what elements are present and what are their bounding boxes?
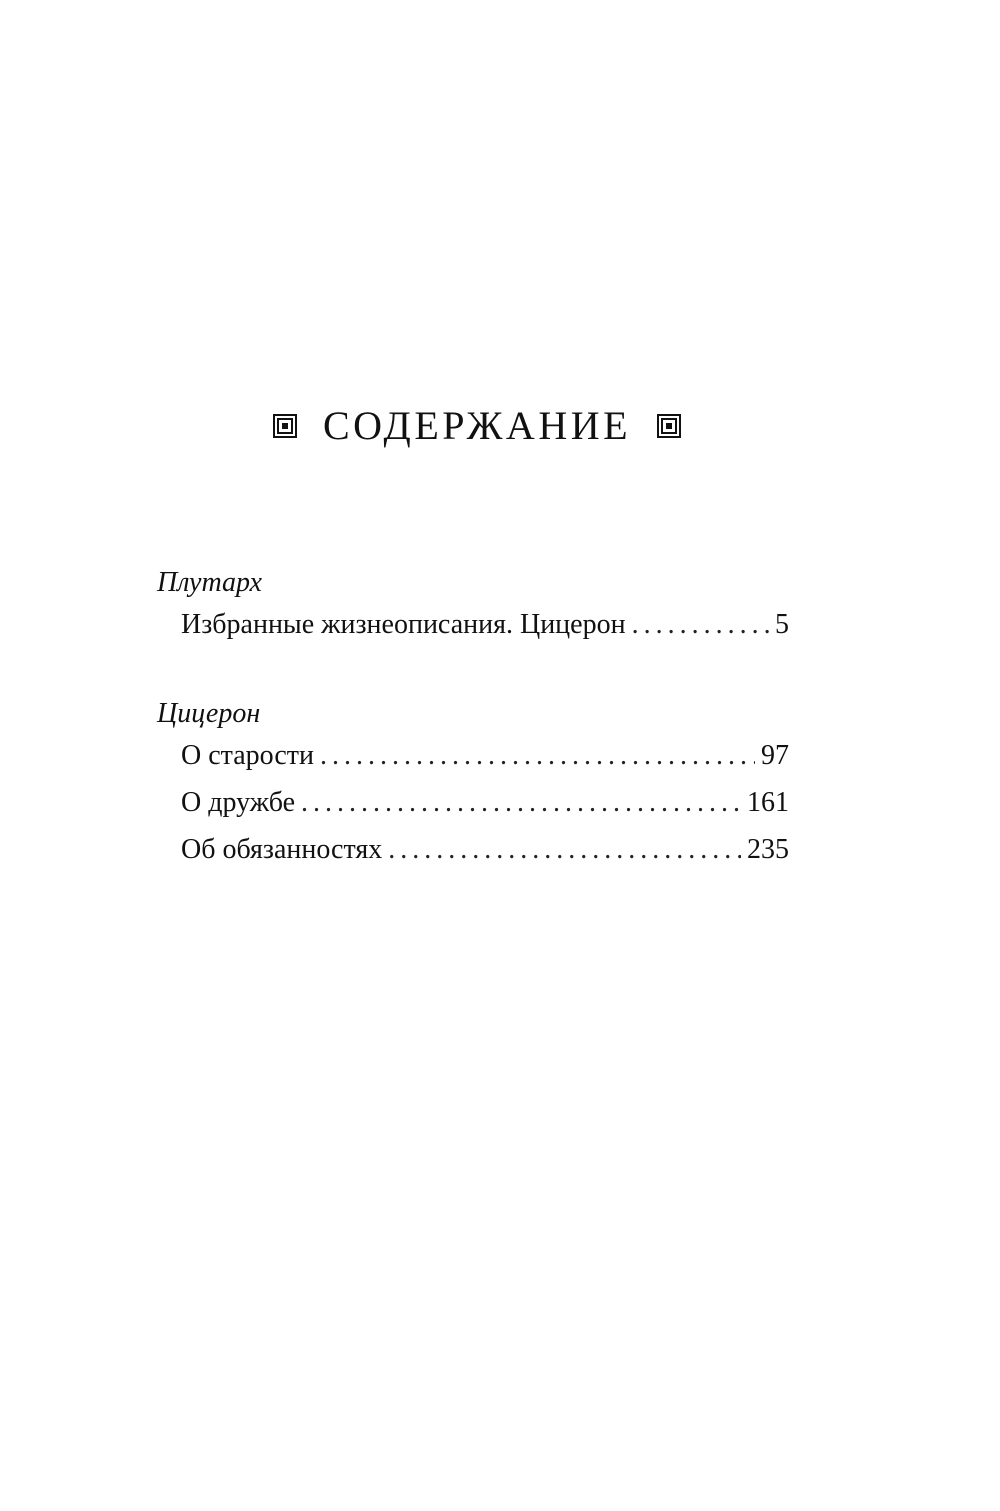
toc-entry-page: 161 xyxy=(747,787,789,818)
toc-entry[interactable] xyxy=(181,826,789,873)
toc-entry[interactable] xyxy=(181,779,789,826)
dot-leader xyxy=(632,601,769,648)
toc-entry-page: 97 xyxy=(761,740,789,771)
toc-entry-title: Об обязанностях xyxy=(181,834,383,865)
toc-entry[interactable] xyxy=(181,732,789,779)
toc-entry-page: 235 xyxy=(747,834,789,865)
contents-heading xyxy=(0,400,954,452)
toc-author-plutarch: Плутарх xyxy=(157,567,262,598)
toc-author-cicero: Цицерон xyxy=(157,698,261,729)
dot-leader xyxy=(388,826,741,873)
page-title: СОДЕРЖАНИЕ xyxy=(322,403,632,448)
toc-entry-title: Избранные жизнеописания. Цицерон xyxy=(181,609,626,640)
toc-entry[interactable] xyxy=(181,601,789,648)
table-of-contents xyxy=(157,565,789,873)
square-ornament-icon xyxy=(273,414,297,438)
toc-entry-page: 5 xyxy=(775,609,789,640)
square-ornament-icon xyxy=(657,414,681,438)
toc-entry-title: О старости xyxy=(181,740,314,771)
dot-leader xyxy=(320,732,755,779)
dot-leader xyxy=(301,779,741,826)
toc-entry-title: О дружбе xyxy=(181,787,296,818)
